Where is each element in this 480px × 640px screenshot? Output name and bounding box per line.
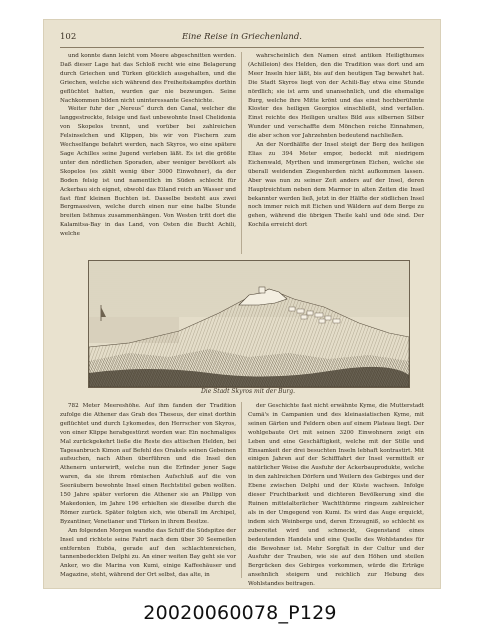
page-number: 102 xyxy=(60,32,77,42)
text-column-bottom-left xyxy=(60,402,236,578)
paragraph: der Geschichte fast nicht erwähnte Kyme, die Mutterstadt Cumä's in Campanien und des kleinasiatischen Kyme, mit seinen Gärten und Feldern oben auf einem Plateau liegt. Der wohlgebaute Ort mit seinen 3200 Einwohnern zeigt ein Leben und eine Geschäftigkeit, welche mit der Stille und Einsamkeit der drei besuchten Inseln lebhaft kontrastirt. Mit einigen Jahren auf der Schifffahrt der Insel vermittelt er natürlicher Weise die Ausfuhr der Ackerbauprodukte, welche in den zahlreichen Dörfern und Weilern des Gebirges und der Ebene zwischen Delphi und der Küste wachsen. Infolge dieser Fruchtbarkeit und dichteren Bevölkerung sind die Ruinen mittelalterlicher Wachtthürme ringsum zahlreicher als in der Umgegend von Kumi. Es wird das Auge erquickt, indem sich Weinberge und, deren Erzeugniß, so schlecht es zubereitet wird und schmeckt, Gegenstand eines bedeutenden Handels und eine Quelle des Wohlstandes für die Bewohner ist. Mehr Sorgfalt in der Cultur und der Ausfuhr der Trauben, wie sie auf den Höhen und steilen Bergrücken des Gebirges vorkommen, würde die Erträge ansehnlich steigern und reichlich zur Hebung des Wohlstandes beitragen. xyxy=(248,403,424,588)
text-column-top-left xyxy=(60,52,236,254)
engraving-illustration xyxy=(88,260,410,388)
accession-number: 20020060078_P129 xyxy=(143,602,337,624)
paragraph: 782 Meter Meereshöhe. Auf ihm fanden der Tradition zufolge die Athener das Grab des Theseus, der einst dorthin geflüchtet und durch Lykomedes, den Herrscher von Skyros, von einer Klippe herabgestürzt worden war. Ein nochmaliges Mal zurückgekehrt ließe die Reste des attischen Helden, bei Tagesanbruch Kimon auf Befehl des Orakels seinen Gebeinen aufsuchen, nach Athen überführen und die Insel den Athenern unterwirft, welche nun die Erfinder jener Sage waren, da sie ihrem römischen Aufschluß auf die von Seeräubern bewohnte Insel einen Rechtstitel geben wollten. 150 Jahre später verloren die Athener sie an Philipp von Makedonien, im Jahre 196 erhielten sie dieselbe durch die Römer zurück. Später folgten sich, wie überall im Archipel, Byzantiner, Venetianer und Türken in ihrem Besitze. xyxy=(60,403,236,525)
engraving-picture xyxy=(89,261,409,387)
column-divider xyxy=(241,52,242,254)
text-column-bottom-right xyxy=(248,402,424,588)
text-column-top-right xyxy=(248,52,424,254)
paragraph: und konnte dann leicht vom Meere abgeschnitten werden. Daß dieser Lage hat das Schloß recht wie eine Belagerung durch Griechen und Türken glücklich ausgehalten, und die Griechen, welche sich während des Freiheitskampfes dorthin geflüchtet hatten, wurden gar nie bezwungen. Seine Nachkommen bilden nicht uninteressante Geschichte. xyxy=(60,53,236,104)
paragraph: Weiter fuhr der „Nereus“ durch den Canal, welcher die langgestreckte, felsige und fast unbewohnte Insel Chelidonia von Skopelos trennt, und vorüber bei zahlreichen Felsinselchen und Klippen, bis wir von Fischern zum Wechselfange befahrt werden, nach Skyros, wo eine spätere Sage Achilles seine Jugend verleben läßt. Es ist die größte unter den nördlichen Sporaden, aber weniger bevölkert als Skopelos (es zählt wenig über 3000 Einwohner), da der Boden felsig ist und namentlich im Süden schlecht für Ackerbau sich eignet, obwohl das Eiland reich an Wasser und fast fünf kleinen Buchten ist. Dasselbe besteht aus zwei Bergmassiven, welche durch einen nur eine halbe Stunde breiten Isthmus zusammenhängen. Von Westen tritt dort die Kalamitsa-Bay in das Land, von Osten die Bucht Achili, welche xyxy=(60,106,236,238)
book-page xyxy=(44,20,440,588)
page-header xyxy=(60,32,424,48)
paragraph: An der Nordhälfte der Insel steigt der Berg des heiligen Elias zu 394 Meter empor, bedeckt mit niedrigem Eichenwald, Myrthen und immergrünen Eichen, welche sie überall weidenden Ziegenherden nicht aufkommen lassen. Aber was nun zu seiner Zeit anders auf der Insel, deren Hauptreichtum neben dem Marmor in alten Zeiten die Insel bekannter werden ließ, jetzt in der Hälfte der südlichen Insel noch immer reich mit Eichen und Wäldern auf dem Berge zu gehen, während die übrigen Theile kahl und öde sind. Der Kochila erreicht dort xyxy=(248,142,424,229)
running-head: Eine Reise in Griechenland. xyxy=(181,32,302,42)
illustration-caption: Die Stadt Skyros mit der Burg. xyxy=(200,388,296,395)
castle-tower xyxy=(259,287,265,293)
column-divider xyxy=(241,402,242,578)
header-rule xyxy=(60,47,424,48)
paragraph: wahrscheinlich den Namen einst antiken Heiligthumes (Achilleion) des Helden, den die Tradition was dort und am Meer Inseln hier läßt, bis auf den heutigen Tag bewahrt hat. Die Stadt Skyros liegt von der Achili-Bay etwa eine Stunde nördlich; sie ist arm und unansehnlich, und die ehemalige Burg, welche ihre Mitte krönt und das einst hochberühmte Kloster des heiligen Georgios einschließt, sind verfallen. Einst reichte des Heiligen uraltes Bild aus silbernen Silber Wunder und verschaffte dem Mönchen reiche Einnahmen, die aber schon vor Jahrzehnten bedeutend nachließen. xyxy=(248,53,424,140)
paragraph: Am folgenden Morgen wandte das Schiff die Südspitze der Insel und richtete seine Fahrt nach dem über 30 Seemeilen entfernten Euböa, gerade auf den schlachtenreichen, tannenbedeckten Delphi zu. An einer weiten Bay geht sie vor Anker, wo die Marina von Kumi, einige Kaffeehäuser und Magazine, steht, während der Ort selbst, das alte, in xyxy=(60,527,236,579)
